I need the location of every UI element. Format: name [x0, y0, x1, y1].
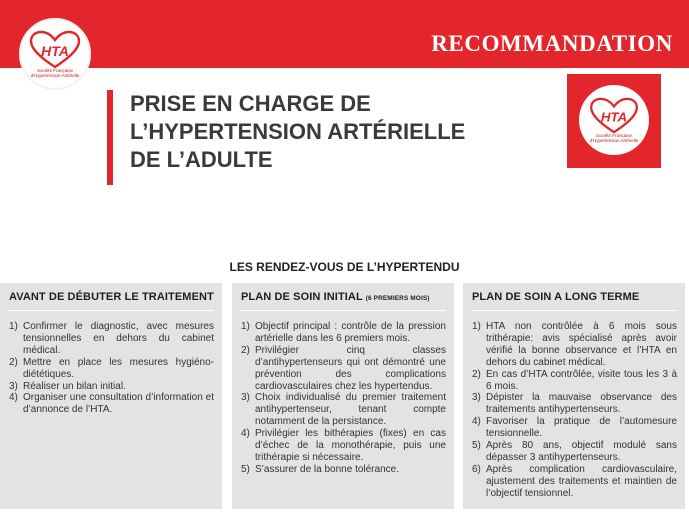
item-number: 3) [241, 392, 250, 404]
heart-logo-icon [28, 30, 82, 70]
list-item [9, 321, 214, 357]
column-initial-care-plan [232, 283, 454, 509]
item-text: Privilégier les bithérapies (fixes) en cas d’échec de la monothérapie, puis une trithérapie si nécessaire. [255, 428, 446, 463]
list-item [241, 392, 446, 428]
column-heading [241, 291, 446, 311]
list-item [472, 321, 677, 369]
sfhta-logo-left [19, 18, 91, 90]
list-item [472, 440, 677, 464]
item-text: HTA non contrôlée à 6 mois sous trithérapie: avis spécialisé après avoir vérifié la bonne observance et l’HTA en dehors du cabinet médical. [486, 321, 677, 368]
list-item [9, 392, 214, 416]
item-number: 1) [241, 321, 250, 332]
item-number: 2) [241, 344, 250, 356]
column-before-treatment [0, 283, 222, 509]
item-number: 4) [9, 392, 18, 404]
list-item [241, 428, 446, 464]
title-line: PRISE EN CHARGE DE [130, 91, 371, 116]
page-title [130, 90, 550, 174]
item-number: 3) [9, 380, 18, 392]
item-number: 1) [472, 321, 481, 332]
column-heading [9, 291, 214, 311]
list-item [472, 369, 677, 393]
item-number: 2) [9, 356, 18, 368]
title-accent-bar [107, 90, 113, 185]
item-text: Après complication cardiovasculaire, ajustement des traitements et maintien de l’objectif tensionnel. [486, 463, 677, 499]
column-heading-text: PLAN DE SOIN A LONG TERME [472, 291, 640, 303]
item-text: Objectif principal : contrôle de la pression artérielle dans les 6 premiers mois. [255, 321, 446, 344]
svg-text:HTA: HTA [600, 109, 628, 125]
item-text: En cas d’HTA contrôlée, visite tous les 3 à 6 mois. [486, 368, 677, 392]
list-item [241, 464, 446, 476]
item-text: S’assurer de la bonne tolérance. [255, 463, 399, 475]
item-number: 4) [472, 416, 481, 428]
logo-subtext: Société Française d'Hypertension Artérielle [589, 133, 639, 143]
list-item [9, 357, 214, 381]
list-item [472, 392, 677, 416]
banner-title: RECOMMANDATION [431, 31, 673, 56]
item-text: Choix individualisé du premier traitement antihypertenseur, tenant compte notamment de la persistance. [255, 392, 446, 428]
item-text: Favoriser la pratique de l’automesure tensionnelle. [486, 416, 677, 440]
item-number: 5) [241, 463, 250, 475]
recommendation-list [472, 321, 677, 500]
svg-text:HTA: HTA [41, 43, 69, 59]
column-heading-text: PLAN DE SOIN INITIAL [241, 291, 363, 303]
item-number: 6) [472, 463, 481, 475]
item-text: Organiser une consultation d’information et d’annonce de l’HTA. [23, 392, 214, 416]
logo-subtext: Société Française d'Hypertension Artérielle [30, 68, 80, 78]
list-item [472, 464, 677, 500]
item-number: 5) [472, 440, 481, 452]
column-long-term-care-plan [463, 283, 685, 509]
list-item [472, 416, 677, 440]
sfhta-logo-right [579, 85, 649, 155]
title-line: DE L’ADULTE [130, 147, 273, 172]
item-text: Confirmer le diagnostic, avec mesures tensionnelles en dehors du cabinet médical. [23, 321, 214, 356]
list-item [241, 345, 446, 393]
item-text: Mettre en place les mesures hygiéno-diététiques. [23, 356, 214, 380]
item-text: Dépister la mauvaise observance des traitements antihypertenseurs. [486, 392, 677, 416]
item-number: 1) [9, 321, 18, 332]
header-band [0, 0, 689, 68]
recommendation-list [241, 321, 446, 476]
recommendation-list [9, 321, 214, 416]
section-subtitle: LES RENDEZ-VOUS DE L’HYPERTENDU [229, 260, 460, 274]
item-number: 4) [241, 428, 250, 440]
item-text: Privilégier cinq classes d’antihypertenseurs qui ont démontré une prévention des complications cardiovasculaires chez les hypertendus. [255, 344, 446, 392]
column-heading [472, 291, 677, 311]
column-heading-note: (6 PREMIERS MOIS) [365, 295, 430, 302]
list-item [241, 321, 446, 345]
item-text: Réaliser un bilan initial. [23, 380, 126, 392]
column-heading-text: AVANT DE DÉBUTER LE TRAITEMENT [9, 291, 214, 303]
list-item [9, 381, 214, 393]
item-text: Après 80 ans, objectif modulé sans dépasser 3 antihypertenseurs. [486, 440, 677, 463]
item-number: 2) [472, 368, 481, 380]
item-number: 3) [472, 392, 481, 404]
heart-logo-icon [588, 97, 640, 135]
title-line: L’HYPERTENSION ARTÉRIELLE [130, 119, 466, 144]
